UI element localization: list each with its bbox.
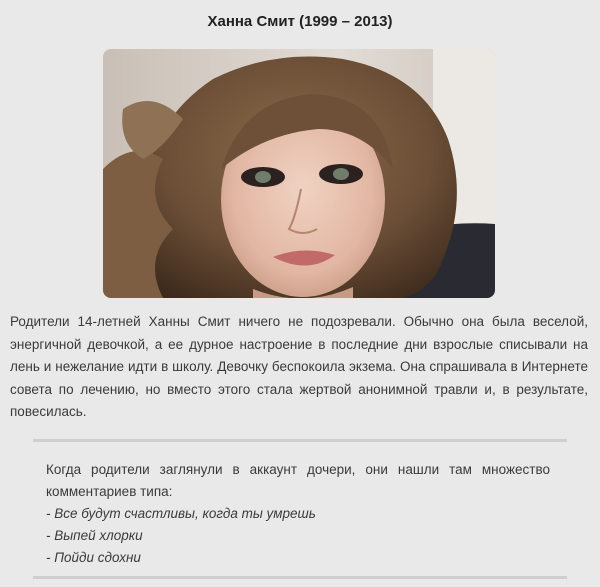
quote-intro: Когда родители заглянули в аккаунт дочери, они нашли там множество комментариев типа: (46, 462, 550, 499)
portrait-photo (103, 49, 495, 298)
comment-item: - Выпей хлорки (46, 528, 143, 543)
portrait-image (103, 49, 495, 298)
comment-item: - Все будут счастливы, когда ты умрешь (46, 506, 316, 521)
quote-block (33, 439, 567, 579)
comment-item: - Пойди сдохни (46, 550, 141, 565)
article-paragraph: Родители 14-летней Ханны Смит ничего не подозревали. Обычно она была веселой, энергичной девочкой, а ее дурное настроение в последние дни взрослые списывали на лень и нежелание идти в школу. Девочку беспокоила экзема. Она спрашивала в Интернете совета по лечению, но вместо этого стала жертвой анонимной травли и, в результате, повесилась. (10, 314, 588, 419)
article-title: Ханна Смит (1999 – 2013) (207, 13, 393, 30)
comment-list (46, 503, 316, 569)
